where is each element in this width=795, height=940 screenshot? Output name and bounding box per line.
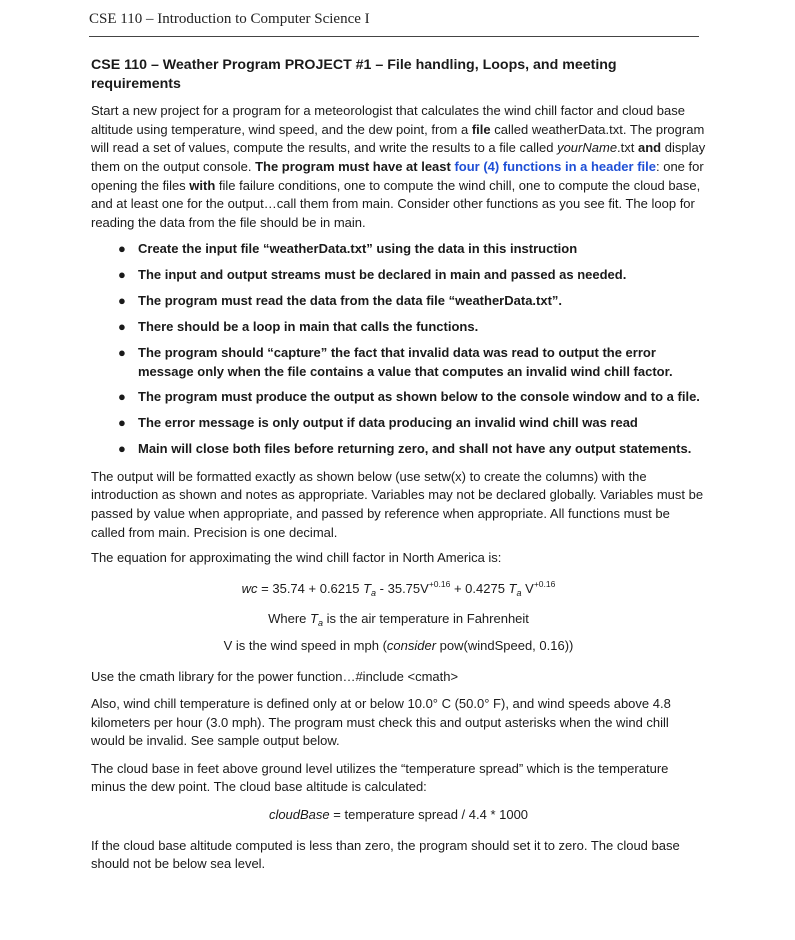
equation-intro: The equation for approximating the wind chill factor in North America is: — [91, 550, 502, 566]
list-item: ● The program must produce the output as shown below to the console window and to a file. — [118, 389, 700, 405]
list-item: ● The program must read the data from the data file “weatherData.txt”. — [118, 293, 563, 309]
where-line: Where $T_a$ is the air temperature in Fahrenheit — [268, 611, 529, 629]
cmath-paragraph: Use the cmath library for the power function…#include <cmath> — [91, 668, 459, 684]
wind-chill-equation: wc = 35.74 + 0.6215 $T_a - 35.75V^{+0.16} + 0.4275$ $T_a$ $V^{+0.16}$ — [241, 578, 556, 598]
cloud-base-equation: cloudBase = temperature spread / 4.4 * 1000 — [268, 807, 529, 823]
list-item: ● The input and output streams must be declared in main and passed as needed. — [118, 267, 627, 283]
requirements-list — [91, 240, 706, 458]
list-item: ● The program should “capture” the fact that invalid data was read to output the error message only when the file contains a value that computes an invalid wind chill factor. — [118, 344, 673, 379]
intro-paragraph: Start a new project for a program for a meteorologist that calculates the wind chill factor and cloud base altitude using temperature, wind speed, and the dew point, from a file called weatherData.txt. The program will read a set of values, compute the results, and write the results to a file called yourName.txt and display them on the output console. The program must have at least four (4) functions in a header file: one for opening the files with file failure conditions, one to compute the wind chill, one to compute the cloud base, and at least one for the output…call them from main. Consider other functions as you see fit. The loop for reading the data from the file should be in main. — [91, 103, 706, 230]
document-title: CSE 110 – Weather Program PROJECT #1 – File handling, Loops, and meeting requirements — [91, 57, 617, 92]
page-header: CSE 110 – Introduction to Computer Science I — [89, 11, 370, 27]
limits-paragraph: Also, wind chill temperature is defined only at or below 10.0° C (50.0° F), and wind speeds above 4.8 kilometers per hour (3.0 mph). The program must check this and output asterisks when the wind chill would be invalid. See sample output below. — [91, 696, 671, 749]
header-rule — [89, 36, 699, 37]
cloud-base-paragraph: The cloud base in feet above ground level utilizes the “temperature spread” which is the temperature minus the dew point. The cloud base altitude is calculated: — [91, 760, 669, 795]
list-item: ● There should be a loop in main that calls the functions. — [118, 319, 479, 335]
final-paragraph: If the cloud base altitude computed is less than zero, the program should set it to zero. The cloud base should not be below sea level. — [91, 837, 680, 872]
output-paragraph: The output will be formatted exactly as shown below (use setw(x) to create the columns) with the introduction as shown and notes as appropriate. Variables may not be declared globally. Variables must be passed by value when appropriate, and passed by reference when appropriate. All functions must be called from main. Precision is one decimal. — [91, 468, 704, 540]
wind-speed-line: V is the wind speed in mph (consider pow(windSpeed, 0.16)) — [223, 637, 574, 653]
document-body — [91, 56, 706, 874]
list-item: ● The error message is only output if data producing an invalid wind chill was read — [118, 415, 638, 431]
list-item: ● Main will close both files before returning zero, and shall not have any output statements. — [118, 441, 692, 457]
list-item: ● Create the input file “weatherData.txt” using the data in this instruction — [118, 241, 578, 257]
